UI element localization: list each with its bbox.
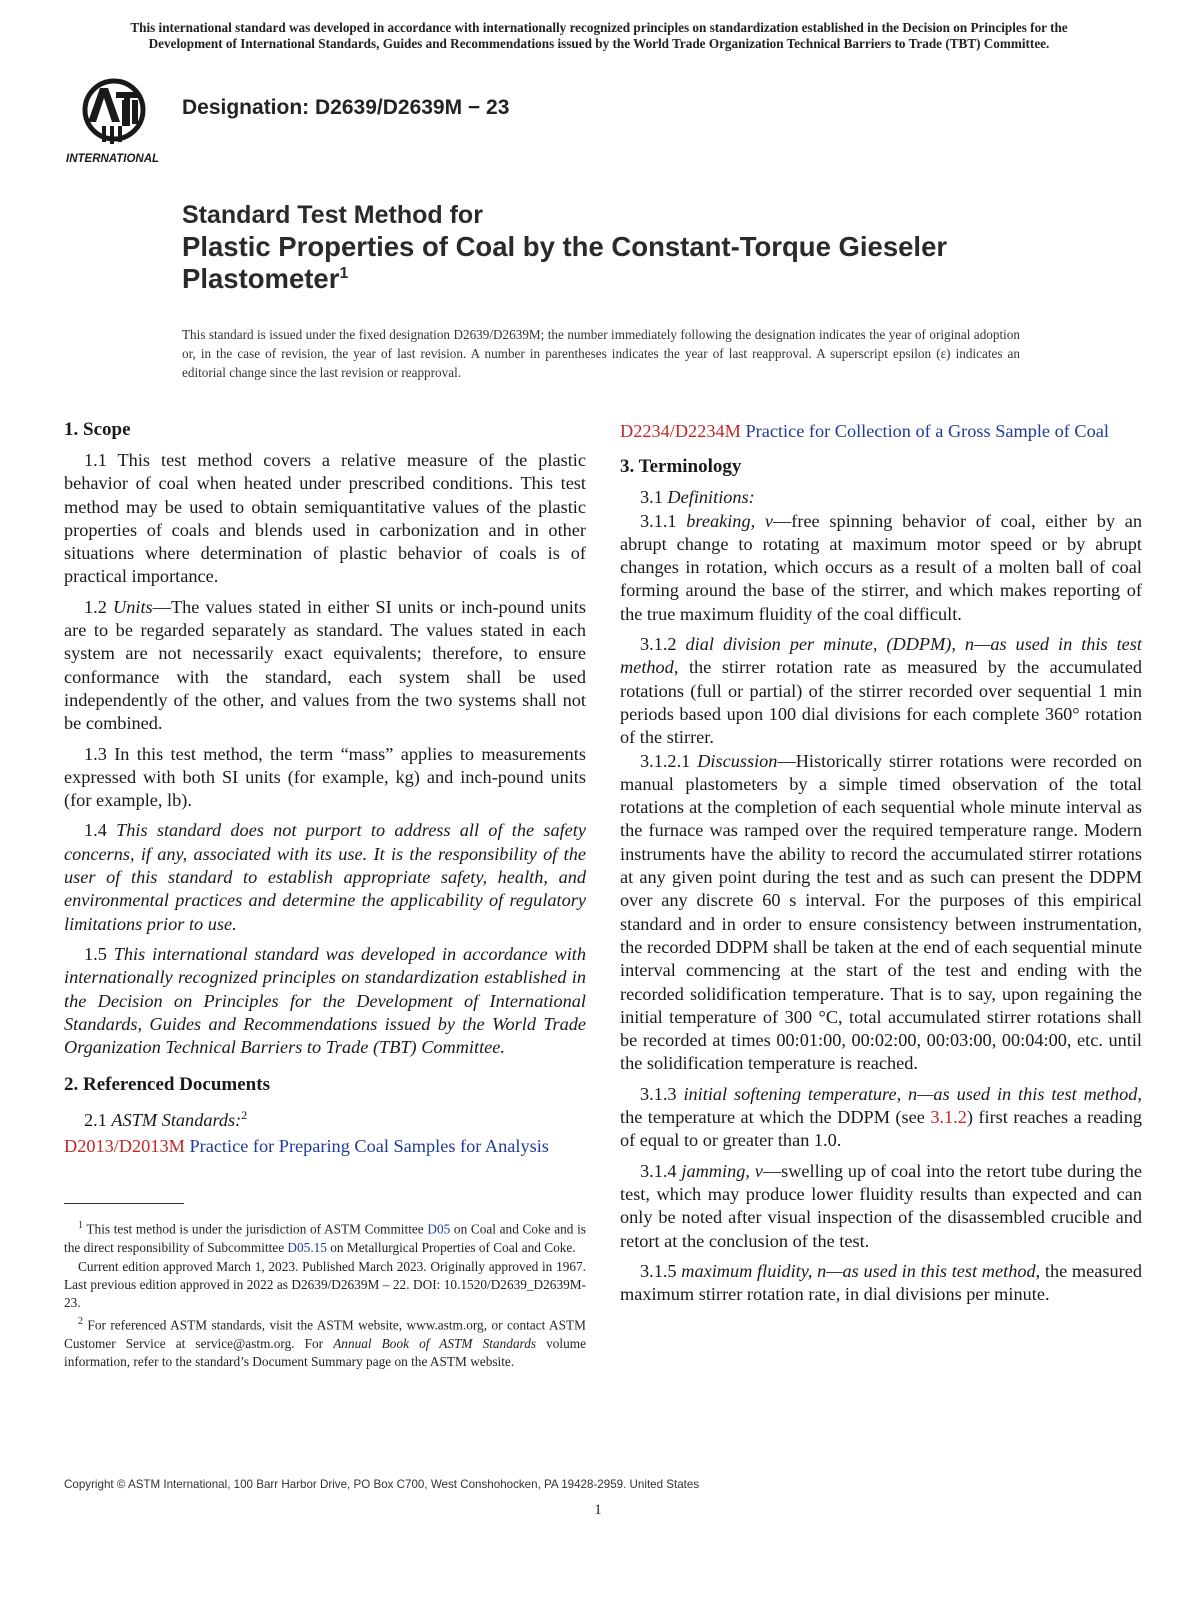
reference-d2234-title[interactable]: Practice for Collection of a Gross Sample of Coal [740,421,1109,441]
para-3-1-2-1: 3.1.2.1 Discussion—Historically stirrer rotations were recorded on manual plastometers by a simple timed observation of the total rotations at the completion of each sequential whole minute interval as the furnace was ramped over the required temperature range. Modern instruments have the ability to record the accumulated stirrer rotations at any given point during the test and as such can present the DDPM over any discrete 60 s interval. For the purposes of this empirical standard and in order to ensure consistency between instrumentation, the recorded DDPM shall be taken at the end of each sequential minute interval commencing at the start of the test and ending with the recorded solidification temperature. That is to say, upon regaining the initial temperature of 300 °C, total accumulated stirrer rotations shall be recorded at times 00:01:00, 00:02:00, 00:03:00, 00:04:00, etc. until the solidification temperature is reached. [620,750,1143,1074]
para-3-1-3: 3.1.3 initial softening temperature, n—as used in this test method, the temperature at which the DDPM (see 3.1.2) first reaches a reading of equal to or greater than 1.0. [620,1083,1142,1151]
right-column [620,420,1142,1313]
para-1-1: 1.1 This test method covers a relative measure of the plastic behavior of coal when heated under prescribed conditions. This test method may be used to obtain semiquantitative values of the plastic properties of coals and blends used in carbonization and in other situations where determination of plastic behavior of coals is of practical importance. [64,450,586,587]
reference-d2234 [620,420,1142,443]
page-number: 1 [594,1502,602,1518]
footnote-2: $^2$ For referenced ASTM standards, visit the ASTM website, www.astm.org, or contact ASTM Customer Service at service@astm.org. For Annual Book of ASTM Standards volume information, refer to the standard’s Document Summary page on the ASTM website. [64,1316,586,1370]
section-terminology-heading: 3. Terminology [620,456,742,478]
link-d05-15[interactable]: D05.15 [287,1239,327,1255]
para-3-1-1: 3.1.1 breaking, v—free spinning behavior of coal, either by an abrupt change to rotating at maximum motor speed or by abrupt changes in rotation, which occurs as a result of a molten ball of coal forming around the base of the stirrer, and which makes reporting of the true maximum fluidity of the coal difficult. [620,510,1142,624]
astm-logo [64,70,166,166]
footnote-1: $^1$ This test method is under the jurisdiction of ASTM Committee D05 on Coal and Coke and is the direct responsibility of Subcommittee D05.15 on Metallurgical Properties of Coal and Coke. [64,1220,586,1255]
title-footnote-mark[interactable]: 1 [339,264,349,282]
document-title [182,199,1082,295]
para-1-2: 1.2 Units—The values stated in either SI units or inch-pound units are to be regarded separately as standard. The values stated in each system are not necessarily exact equivalents; therefore, to ensure conformance with the standard, each system shall be used independently of the other, and values from the two systems shall not be combined. [64,596,586,734]
reference-d2013-code[interactable]: D2013/D2013M [64,1135,185,1156]
reference-d2013-title[interactable]: Practice for Preparing Coal Samples for Analysis [184,1135,549,1156]
para-3-1-2: 3.1.2 dial division per minute, (DDPM), n—as used in this test method, the stirrer rotation rate as measured by the accumulated rotations (full or partial) of the stirrer recorded over sequential 1 min periods based upon 100 dial divisions for each complete 360° rotation of the stirrer. [620,634,1142,748]
title-line1: Standard Test Method for [182,201,483,229]
title-line2: Plastic Properties of Coal by the Constant-Torque Gieseler [182,231,948,262]
reference-d2013 [64,1135,586,1158]
footnote-rule [64,1203,184,1204]
para-2-1: 2.1 ASTM Standards:$^2$ [84,1108,248,1131]
para-3-1-4: 3.1.4 jamming, v—swelling up of coal into the retort tube during the test, which may produce lower fluidity results than expected and can only be noted after visual inspection of the disassembled crucible and retort at the conclusion of the test. [620,1160,1142,1251]
top-notice-line1: This international standard was developed in accordance with internationally recognized principles on standardization established in the Decision on Principles for the [130,20,1068,35]
top-notice-line2: Development of International Standards, Guides and Recommendations issued by the World Trade Organization Technical Barriers to Trade (TBT) Committee. [148,36,1050,51]
reference-d2234-code[interactable]: D2234/D2234M [620,421,741,441]
logo-text: INTERNATIONAL [66,153,160,165]
para-1-3: 1.3 In this test method, the term “mass” applies to measurements expressed with both SI units (for example, kg) and inch-pound units (for example, lb). [64,743,586,811]
section-referenced-heading: 2. Referenced Documents [64,1074,270,1096]
para-1-4: 1.4 This standard does not purport to address all of the safety concerns, if any, associated with its use. It is the responsibility of the user of this standard to establish appropriate safety, health, and environmental practices and determine the applicability of regulatory limitations prior to use. [64,820,586,934]
link-3-1-2[interactable]: 3.1.2 [930,1107,967,1128]
designation: Designation: D2639/D2639M − 23 [182,96,510,119]
section-scope-heading: 1. Scope [64,419,131,440]
copyright: Copyright © ASTM International, 100 Barr Harbor Drive, PO Box C700, West Conshohocken, PA 19428-2959. United States [64,1478,700,1491]
title-line3: Plastometer [182,263,340,294]
link-d05[interactable]: D05 [427,1221,451,1237]
left-column [64,418,586,1166]
para-3-1: 3.1 Definitions: [640,487,755,508]
para-1-5: 1.5 This international standard was developed in accordance with internationally recognized principles on standardization established in the Decision on Principles for the Development of International Standards, Guides and Recommendations issued by the World Trade Organization Technical Barriers to Trade (TBT) Committee. [64,943,587,1058]
footnote-1-edition: Current edition approved March 1, 2023. Published March 2023. Originally approved in 1967. Last previous edition approved in 2022 as D2639/D2639M – 22. DOI: 10.1520/D2639_D2639M-23. [64,1258,586,1311]
footnotes [64,1217,586,1372]
top-notice [62,20,1136,52]
para-3-1-5: 3.1.5 maximum fluidity, n—as used in this test method, the measured maximum stirrer rotation rate, in dial divisions per minute. [620,1260,1142,1305]
issued-note: This standard is issued under the fixed designation D2639/D2639M; the number immediately following the designation indicates the year of original adoption or, in the case of revision, the year of last revision. A number in parentheses indicates the year of last reapproval. A superscript epsilon (ε) indicates an editorial change since the last revision or reapproval. [182,327,1020,380]
